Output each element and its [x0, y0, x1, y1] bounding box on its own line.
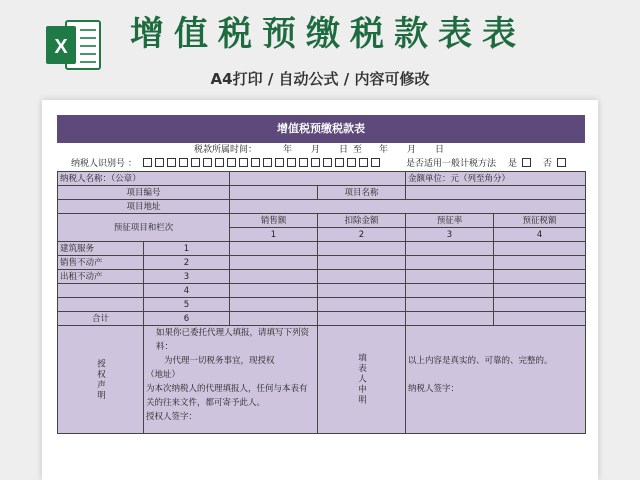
col-rate: 预征率 — [406, 214, 494, 228]
period-month-2: 月 — [407, 145, 417, 155]
cell[interactable] — [406, 242, 494, 256]
page-subtitle: A4打印 / 自动公式 / 内容可修改 — [210, 70, 430, 88]
declare-label: 填表人申明 — [356, 353, 367, 406]
cell[interactable] — [494, 298, 586, 312]
row-name: 合计 — [58, 312, 144, 326]
address-row — [58, 200, 586, 214]
general-method-label: 是否适用一般计税方法 — [406, 159, 497, 169]
auth-label: 授权声明 — [95, 358, 106, 401]
col-number-2: 2 — [318, 228, 406, 242]
period-label: 税款所属时间： — [194, 145, 258, 155]
project-address-value[interactable] — [230, 200, 586, 214]
period-month-1: 月 — [311, 145, 321, 155]
cell[interactable] — [230, 242, 318, 256]
cell[interactable] — [494, 284, 586, 298]
form-preview-card — [42, 100, 598, 480]
cell[interactable] — [230, 298, 318, 312]
col-tax: 预征税额 — [494, 214, 586, 228]
cell[interactable] — [318, 242, 406, 256]
project-address-label: 项目地址 — [58, 200, 230, 214]
row-number: 4 — [144, 284, 230, 298]
cell[interactable] — [318, 284, 406, 298]
table-row-total — [58, 312, 586, 326]
project-name-label: 项目名称 — [318, 186, 406, 200]
auth-line-1: 如果你已委托代理人填报，请填写下列资料： — [156, 328, 310, 352]
cell[interactable] — [406, 284, 494, 298]
table-row — [58, 256, 586, 270]
cell[interactable] — [318, 298, 406, 312]
page-header — [0, 0, 640, 100]
table-row — [58, 242, 586, 256]
row-name: 销售不动产 — [58, 256, 144, 270]
name-label: 纳税人名称：（公章） — [58, 172, 230, 186]
yes-checkbox[interactable] — [522, 157, 534, 171]
table-row — [58, 298, 586, 312]
auth-text-cell[interactable] — [144, 326, 318, 434]
declare-label-cell — [318, 326, 406, 434]
column-header-row — [58, 214, 586, 228]
col-deduction: 扣除金额 — [318, 214, 406, 228]
row-number: 5 — [144, 298, 230, 312]
col-number-4: 4 — [494, 228, 586, 242]
declare-text-cell[interactable] — [406, 326, 586, 434]
declare-signature: 纳税人签字： — [408, 384, 460, 394]
col-number-3: 3 — [406, 228, 494, 242]
no-checkbox[interactable] — [557, 157, 569, 171]
auth-signature: 授权人签字： — [146, 412, 198, 422]
period-to: 至 — [353, 145, 363, 155]
excel-logo-letter: X — [54, 36, 68, 58]
period-row — [57, 143, 585, 157]
cell[interactable] — [494, 256, 586, 270]
cell[interactable] — [494, 242, 586, 256]
cell[interactable] — [406, 256, 494, 270]
period-day-2: 日 — [435, 145, 445, 155]
unit-label: 金额单位：元（列至角分） — [406, 172, 586, 186]
yes-label: 是 — [508, 159, 518, 169]
row-number: 6 — [144, 312, 230, 326]
tax-form-sheet — [57, 115, 585, 480]
taxpayer-id-row — [57, 157, 585, 171]
cell[interactable] — [406, 312, 494, 326]
project-no-label: 项目编号 — [58, 186, 230, 200]
cell[interactable] — [406, 270, 494, 284]
cell[interactable] — [230, 256, 318, 270]
taxpayer-id-boxes[interactable] — [143, 157, 383, 171]
page-title: 增值税预缴税款表表 — [130, 14, 526, 54]
table-row — [58, 284, 586, 298]
prepay-items-label: 预征项目和栏次 — [58, 214, 230, 242]
cell[interactable] — [318, 270, 406, 284]
cell[interactable] — [494, 270, 586, 284]
col-number-1: 1 — [230, 228, 318, 242]
project-no-value[interactable] — [230, 186, 318, 200]
cell[interactable] — [230, 312, 318, 326]
table-row — [58, 270, 586, 284]
row-name — [58, 298, 144, 312]
row-name: 出租不动产 — [58, 270, 144, 284]
project-row — [58, 186, 586, 200]
col-sales: 销售额 — [230, 214, 318, 228]
project-name-value[interactable] — [406, 186, 586, 200]
cell[interactable] — [230, 284, 318, 298]
auth-line-4: 为本次纳税人的代理填报人，任何与本表有关的往来文件，都可寄予此人。 — [146, 384, 308, 408]
cell[interactable] — [318, 312, 406, 326]
excel-icon — [44, 18, 102, 72]
period-day-1: 日 — [339, 145, 349, 155]
declare-text: 以上内容是真实的、可靠的、完整的。 — [408, 356, 553, 366]
cell[interactable] — [494, 312, 586, 326]
taxpayer-id-label: 纳税人识别号 ： — [71, 159, 137, 169]
row-number: 2 — [144, 256, 230, 270]
auth-line-3: （地址） — [146, 370, 181, 380]
cell[interactable] — [230, 270, 318, 284]
tax-table — [57, 171, 586, 434]
cell[interactable] — [406, 298, 494, 312]
auth-label-cell — [58, 326, 144, 434]
declaration-row — [58, 326, 586, 434]
cell[interactable] — [318, 256, 406, 270]
row-name: 建筑服务 — [58, 242, 144, 256]
name-value[interactable] — [230, 172, 406, 186]
form-title: 增值税预缴税款表 — [57, 115, 585, 143]
auth-line-2: 为代理一切税务事宜，现授权 — [164, 356, 275, 366]
name-row — [58, 172, 586, 186]
row-number: 3 — [144, 270, 230, 284]
period-year-2: 年 — [379, 145, 389, 155]
row-name — [58, 284, 144, 298]
no-label: 否 — [543, 159, 553, 169]
period-year-1: 年 — [283, 145, 293, 155]
row-number: 1 — [144, 242, 230, 256]
